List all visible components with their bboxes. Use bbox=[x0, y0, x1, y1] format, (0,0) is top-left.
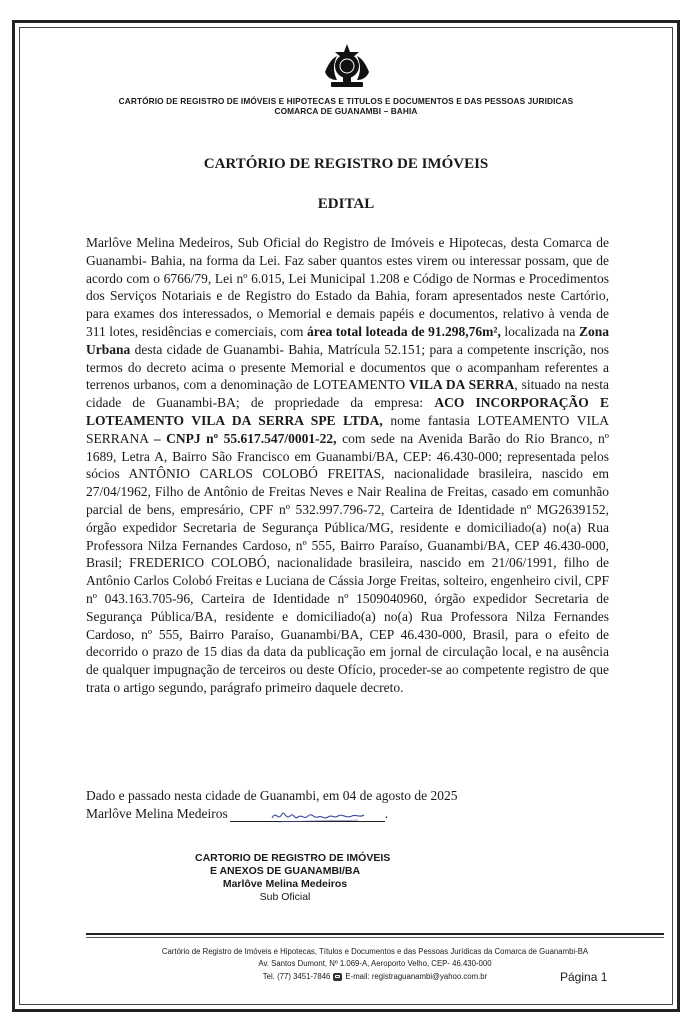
footer-registry-name: Cartório de Registro de Imóveis e Hipotecas, Títulos e Documentos e das Pessoas Jurídicas da Comarca de Guanambi-BA bbox=[161, 947, 589, 956]
date-line: Dado e passado nesta cidade de Guanambi, em 04 de agosto de 2025 bbox=[86, 788, 458, 803]
whatsapp-icon bbox=[333, 973, 342, 981]
header-comarca: COMARCA DE GUANAMBI – BAHIA bbox=[274, 106, 418, 116]
stamp-line-1: CARTORIO DE REGISTRO DE IMÓVEIS bbox=[195, 852, 391, 864]
footer-address: Av. Santos Dumont, Nº 1.069-A, Aeroporto Velho, CEP- 46.430-000 bbox=[258, 959, 492, 968]
stamp-line-2: E ANEXOS DE GUANAMBI/BA bbox=[209, 865, 361, 877]
signature-end: . bbox=[384, 806, 389, 821]
stamp-line-4: Sub Oficial bbox=[259, 891, 311, 903]
footer-divider bbox=[86, 933, 664, 935]
header-registry-name: CARTÓRIO DE REGISTRO DE IMÓVEIS E HIPOTECAS E TITULOS E DOCUMENTOS E DAS PESSOAS JURIDICAS bbox=[118, 96, 574, 106]
coat-of-arms-icon bbox=[319, 42, 375, 94]
edital-body: Marlôve Melina Medeiros, Sub Oficial do Registro de Imóveis e Hipotecas, desta Comarca de Guanambi- Bahia, na forma da Lei. Faz saber quantos estes virem ou interessar possam, que de acordo com o 6766/79, Lei nº 6.015, Lei Municipal 1.208 e Código de Normas e Procedimentos dos Serviços Notariais e de Registro do Estado da Bahia, foram apresentados neste Cartório, para exames dos interessados, o Memorial e demais papéis e documentos, relativo à venda de 311 lotes, residências e comerciais, com área total loteada de 91.298,76m², localizada na Zona Urbana desta cidade de Guanambi- Bahia, Matrícula 52.151; para a competente inscrição, nos termos do decreto acima o presente Memorial e documentos que o acompanham referentes a terrenos urbanos, com a denominação de LOTEAMENTO VILA DA SERRA, situado na nesta cidade de Guanambi-BA; de propriedade da empresa: ACO INCORPORAÇÃO E LOTEAMENTO VILA DA SERRA SPE LTDA, nome fantasia LOTEAMENTO VILA SERRANA – CNPJ nº 55.617.547/0001-22, com sede na Avenida Barão do Rio Branco, nº 1689, Letra A, Bairro São Francisco em Guanambi/BA, CEP: 46.430-000; representada pelos sócios ANTÔNIO CARLOS COLOBÓ FREITAS, nacionalidade brasileira, nascido em 27/04/1962, Filho de Antônio de Freitas Neves e Nair Realina de Freitas, casado em comunhão parcial de bens, empresário, CPF nº 532.997.796-72, Carteira de Identidade nº MG2639152, órgão expedidor Secretaria de Segurança Pública/MG, residente e domiciliado(a) no(a) Rua Professora Nilza Fernandes Cardoso, nº 555, Bairro Paraíso, Guanambi/BA, CEP 46.430-000, Brasil; FREDERICO COLOBÓ, nacionalidade brasileira, nascido em 21/06/1991, filho de Antônio Carlos Colobó Freitas e Luciana de Cássia Jorge Freitas, solteiro, engenheiro civil, CPF nº 043.163.705-96, Carteira de Identidade nº 1509040960, órgão expedidor Secretaria de Segurança Pública/BA, residente e domiciliado(a) no(a) Rua Professora Nilza Fernandes Cardoso, nº 555, Bairro Paraíso, Guanambi/BA, CEP 46.430-000, Brasil, para o efeito de decorrido o prazo de 15 dias da data da publicação em jornal de circulação local, e na ausência de qualquer impugnação de terceiros ou deste Ofício, proceder-se ao competente registro de que trata o artigo segundo, parágrafo primeiro daquele decreto. bbox=[86, 235, 609, 695]
signer-name: Marlôve Melina Medeiros bbox=[86, 806, 228, 821]
footer-phone: Tel. (77) 3451-7846 bbox=[262, 972, 331, 981]
document-subtitle: EDITAL bbox=[317, 196, 375, 212]
handwritten-signature bbox=[268, 804, 368, 828]
footer-divider-thin bbox=[86, 937, 664, 938]
stamp-line-3: Marlôve Melina Medeiros bbox=[222, 878, 348, 890]
footer-email: E-mail: registraguanambi@yahoo.com.br bbox=[345, 972, 488, 981]
document-title: CARTÓRIO DE REGISTRO DE IMÓVEIS bbox=[203, 156, 489, 172]
page-number: Página 1 bbox=[560, 970, 608, 984]
